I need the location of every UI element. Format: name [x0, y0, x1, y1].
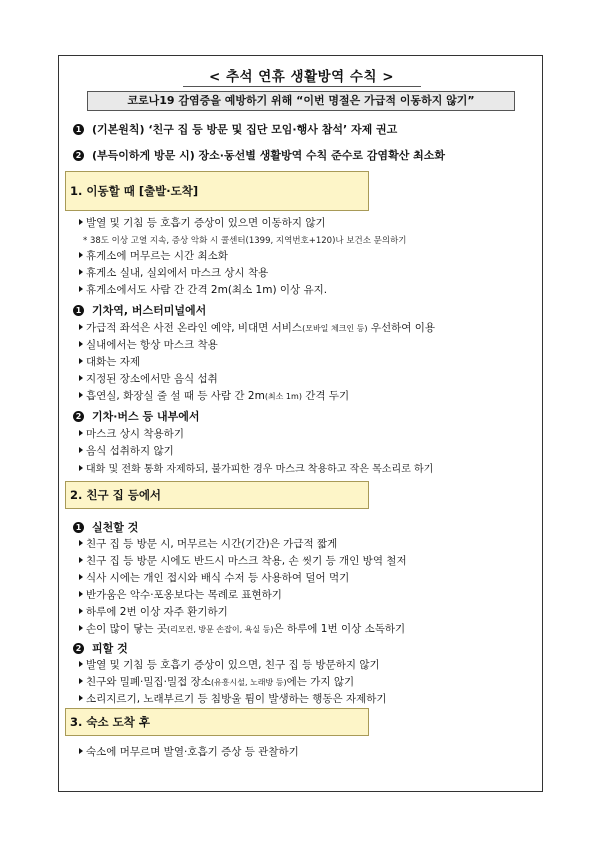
- list-item: 하루에 2번 이상 자주 환기하기: [79, 604, 228, 619]
- list-item: 휴게소 실내, 실외에서 마스크 상시 착용: [79, 265, 268, 280]
- triangle-bullet-icon: [79, 678, 83, 684]
- triangle-bullet-icon: [79, 375, 83, 381]
- list-item: 가급적 좌석은 사전 온라인 예약, 비대면 서비스(모바일 체크인 등) 우선하여 이용: [79, 320, 435, 335]
- triangle-bullet-icon: [79, 269, 83, 275]
- list-item: 흡연실, 화장실 줄 설 때 등 사람 간 2m(최소 1m) 간격 두기: [79, 388, 349, 403]
- number-2-icon: 2: [73, 643, 84, 654]
- list-item: 휴게소에 머무르는 시간 최소화: [79, 248, 228, 263]
- triangle-bullet-icon: [79, 324, 83, 330]
- triangle-bullet-icon: [79, 219, 83, 225]
- list-item: 대화 및 전화 통화 자제하되, 불가피한 경우 마스크 착용하고 작은 목소리로 하기: [79, 460, 433, 475]
- triangle-bullet-icon: [79, 748, 83, 754]
- subheading-stations: 1 기차역, 버스터미널에서: [73, 302, 206, 318]
- triangle-bullet-icon: [79, 661, 83, 667]
- triangle-bullet-icon: [79, 608, 83, 614]
- triangle-bullet-icon: [79, 557, 83, 563]
- triangle-bullet-icon: [79, 341, 83, 347]
- principle-2: [73, 147, 445, 163]
- section-heading-3: [65, 708, 369, 736]
- list-item: 휴게소에서도 사람 간 간격 2m(최소 1m) 이상 유지.: [79, 282, 327, 297]
- subheading-todo: 1 실천할 것: [73, 519, 138, 535]
- principle-1-text: (기본원칙) ‘친구 집 등 방문 및 집단 모임·행사 참석’ 자제 권고: [92, 123, 398, 136]
- triangle-bullet-icon: [79, 591, 83, 597]
- list-item: 친구와 밀폐·밀집·밀접 장소(유흥시설, 노래방 등)에는 가지 않기: [79, 674, 354, 689]
- subheading-avoid: 2 피할 것: [73, 640, 128, 656]
- list-item: 친구 집 등 방문 시, 머무르는 시간(기간)은 가급적 짧게: [79, 536, 337, 551]
- list-item: 소리지르기, 노래부르기 등 침방울 튐이 발생하는 행동은 자제하기: [79, 691, 387, 706]
- triangle-bullet-icon: [79, 392, 83, 398]
- list-item: 마스크 상시 착용하기: [79, 426, 184, 441]
- number-1-icon: 1: [73, 124, 84, 135]
- list-item: 지정된 장소에서만 음식 섭취: [79, 371, 218, 386]
- list-item: 식사 시에는 개인 접시와 배식 수저 등 사용하여 덜어 먹기: [79, 570, 349, 585]
- triangle-bullet-icon: [79, 286, 83, 292]
- section-3-title: 3. 숙소 도착 후: [70, 715, 150, 729]
- number-1-icon: 1: [73, 522, 84, 533]
- section-heading-2: [65, 481, 369, 509]
- list-item: 손이 많이 닿는 곳(리모컨, 방문 손잡이, 욕실 등)은 하루에 1번 이상 소독하기: [79, 621, 405, 636]
- triangle-bullet-icon: [79, 430, 83, 436]
- triangle-bullet-icon: [79, 625, 83, 631]
- title-underline: [183, 86, 421, 87]
- section-2-title: 2. 친구 집 등에서: [70, 488, 162, 502]
- section-heading-1: [65, 171, 369, 211]
- document-title: < 추석 연휴 생활방역 수칙 >: [208, 69, 395, 85]
- list-item: 친구 집 등 방문 시에도 반드시 마스크 착용, 손 씻기 등 개인 방역 철저: [79, 553, 407, 568]
- list-item: 발열 및 기침 등 호흡기 증상이 있으면, 친구 집 등 방문하지 않기: [79, 657, 380, 672]
- list-item: 숙소에 머무르며 발열·호흡기 증상 등 관찰하기: [79, 744, 299, 759]
- section-1-note: * 38도 이상 고열 지속, 증상 악화 시 콜센터(1399, 지역번호+120)나 보건소 문의하기: [83, 236, 407, 246]
- triangle-bullet-icon: [79, 540, 83, 546]
- triangle-bullet-icon: [79, 252, 83, 258]
- triangle-bullet-icon: [79, 695, 83, 701]
- number-2-icon: 2: [73, 150, 84, 161]
- section-1-title: 1. 이동할 때 [출발·도착]: [70, 184, 199, 198]
- list-item: 음식 섭취하지 않기: [79, 443, 174, 458]
- number-1-icon: 1: [73, 305, 84, 316]
- triangle-bullet-icon: [79, 574, 83, 580]
- number-2-icon: 2: [73, 411, 84, 422]
- subheading-vehicles: 2 기차·버스 등 내부에서: [73, 408, 199, 424]
- list-item: 대화는 자제: [79, 354, 140, 369]
- principle-2-text: (부득이하게 방문 시) 장소·동선별 생활방역 수칙 준수로 감염확산 최소화: [92, 149, 446, 162]
- document-page: [58, 55, 543, 792]
- banner: 코로나19 감염증을 예방하기 위해 “이번 명절은 가급적 이동하지 않기”: [87, 91, 515, 111]
- triangle-bullet-icon: [79, 465, 83, 471]
- list-item: 발열 및 기침 등 호흡기 증상이 있으면 이동하지 않기: [79, 215, 326, 230]
- list-item: 실내에서는 항상 마스크 착용: [79, 337, 218, 352]
- triangle-bullet-icon: [79, 447, 83, 453]
- list-item: 반가움은 악수·포옹보다는 목례로 표현하기: [79, 587, 282, 602]
- principle-1: [73, 121, 397, 137]
- triangle-bullet-icon: [79, 358, 83, 364]
